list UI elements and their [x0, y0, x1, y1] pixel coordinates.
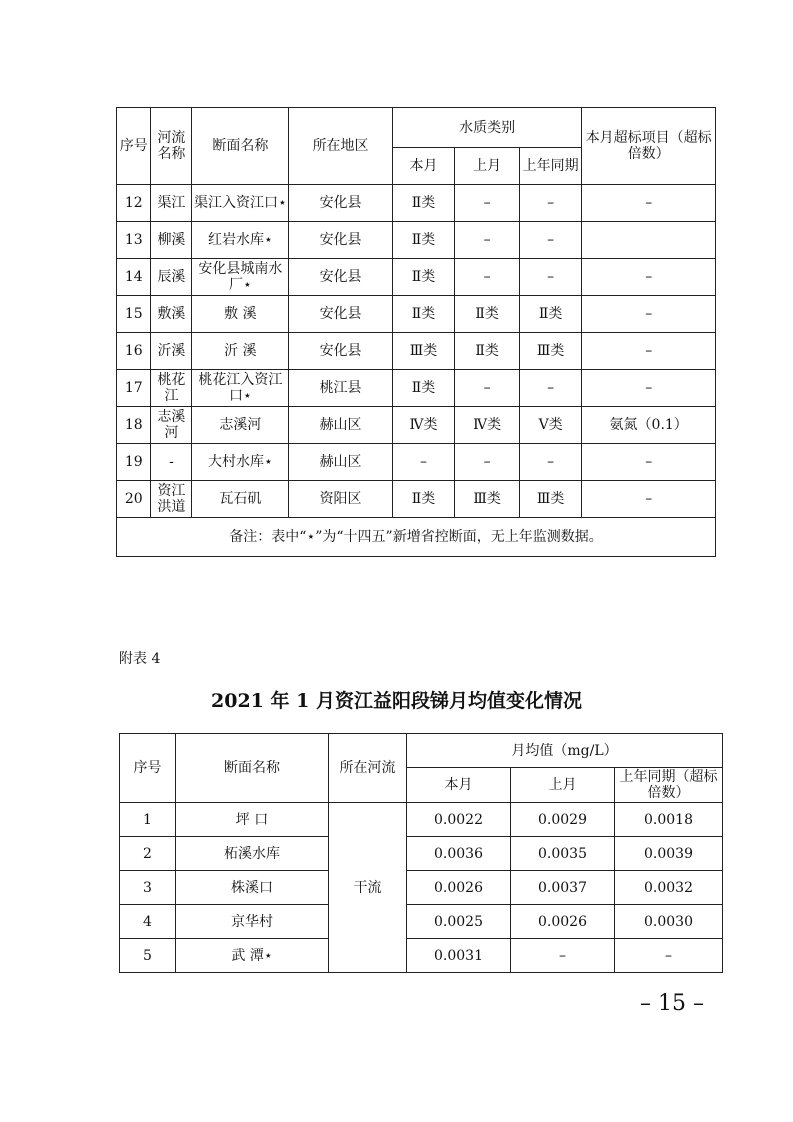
antimony-table-body [120, 734, 723, 973]
header-exceed: 本月超标项目（超标倍数） [582, 108, 716, 185]
header-seq: 序号 [120, 734, 176, 803]
cell-river: 渠江 [151, 185, 192, 222]
cell-last-month: 0.0037 [511, 871, 615, 905]
header-river: 所在河流 [329, 734, 407, 803]
cell-section: 柘溪水库 [176, 837, 329, 871]
cell-exceed: 氨氮（0.1） [582, 407, 716, 444]
header-water-class: 水质类别 [392, 108, 582, 148]
cell-last-month: – [455, 444, 520, 481]
cell-last-year: – [519, 370, 581, 407]
header-row [120, 734, 723, 768]
cell-this-month: 0.0025 [407, 905, 511, 939]
cell-region: 赫山区 [289, 444, 392, 481]
header-last-month: 上月 [455, 148, 520, 185]
table-row [117, 222, 716, 259]
cell-exceed [582, 222, 716, 259]
table-row [117, 481, 716, 518]
cell-region: 赫山区 [289, 407, 392, 444]
cell-exceed: – [582, 370, 716, 407]
cell-section: 安化县城南水厂⋆ [192, 259, 289, 296]
cell-this-month: Ⅳ类 [392, 407, 454, 444]
cell-this-month: 0.0036 [407, 837, 511, 871]
cell-section: 瓦石矶 [192, 481, 289, 518]
cell-river: 志溪河 [151, 407, 192, 444]
table-row [120, 837, 723, 871]
cell-exceed: – [582, 296, 716, 333]
cell-last-year: – [519, 222, 581, 259]
header-monthly-avg: 月均值（mg/L） [407, 734, 723, 768]
cell-this-month: Ⅲ类 [392, 333, 454, 370]
cell-river: 沂溪 [151, 333, 192, 370]
cell-last-year: 0.0018 [615, 803, 723, 837]
table-row [117, 185, 716, 222]
header-seq: 序号 [117, 108, 151, 185]
table-row [120, 803, 723, 837]
header-last-month: 上月 [511, 768, 615, 803]
cell-last-year: Ⅱ类 [519, 296, 581, 333]
table-row [117, 407, 716, 444]
cell-this-month: 0.0031 [407, 939, 511, 973]
cell-section: 武 潭⋆ [176, 939, 329, 973]
cell-seq: 4 [120, 905, 176, 939]
cell-river: - [151, 444, 192, 481]
table-row [117, 296, 716, 333]
cell-this-month: 0.0022 [407, 803, 511, 837]
cell-last-month: 0.0026 [511, 905, 615, 939]
header-this-month: 本月 [407, 768, 511, 803]
cell-river: 辰溪 [151, 259, 192, 296]
header-row [117, 108, 716, 148]
cell-last-month: Ⅱ类 [455, 296, 520, 333]
cell-last-year: 0.0039 [615, 837, 723, 871]
cell-seq: 18 [117, 407, 151, 444]
cell-section: 大村水库⋆ [192, 444, 289, 481]
cell-last-month: Ⅲ类 [455, 481, 520, 518]
cell-this-month: 0.0026 [407, 871, 511, 905]
cell-section: 京华村 [176, 905, 329, 939]
cell-last-year: – [519, 259, 581, 296]
cell-seq: 20 [117, 481, 151, 518]
cell-this-month: Ⅱ类 [392, 481, 454, 518]
cell-last-month: – [455, 370, 520, 407]
cell-last-month: – [455, 259, 520, 296]
cell-seq: 17 [117, 370, 151, 407]
cell-seq: 16 [117, 333, 151, 370]
cell-last-year: – [615, 939, 723, 973]
cell-this-month: Ⅱ类 [392, 370, 454, 407]
cell-section: 渠江入资江口⋆ [192, 185, 289, 222]
cell-last-year: – [519, 444, 581, 481]
cell-river: 敷溪 [151, 296, 192, 333]
cell-this-month: – [392, 444, 454, 481]
cell-seq: 1 [120, 803, 176, 837]
annex-label: 附表 4 [119, 651, 161, 667]
note-row [117, 518, 716, 557]
cell-section: 株溪口 [176, 871, 329, 905]
cell-last-year: 0.0032 [615, 871, 723, 905]
cell-seq: 19 [117, 444, 151, 481]
cell-this-month: Ⅱ类 [392, 296, 454, 333]
header-this-month: 本月 [392, 148, 454, 185]
cell-section: 红岩水库⋆ [192, 222, 289, 259]
cell-last-month: – [511, 939, 615, 973]
table-row [120, 905, 723, 939]
cell-last-month: – [455, 185, 520, 222]
header-section: 断面名称 [176, 734, 329, 803]
cell-seq: 2 [120, 837, 176, 871]
cell-section: 志溪河 [192, 407, 289, 444]
header-last-year: 上年同期 [519, 148, 581, 185]
cell-seq: 13 [117, 222, 151, 259]
table-row [117, 259, 716, 296]
cell-last-month: 0.0035 [511, 837, 615, 871]
table2-title: 2021 年 1 月资江益阳段锑月均值变化情况 [211, 690, 582, 712]
cell-exceed: – [582, 185, 716, 222]
cell-last-month: Ⅱ类 [455, 333, 520, 370]
table-row [120, 939, 723, 973]
cell-last-year: 0.0030 [615, 905, 723, 939]
cell-region: 安化县 [289, 222, 392, 259]
cell-last-year: Ⅲ类 [519, 481, 581, 518]
cell-this-month: Ⅱ类 [392, 222, 454, 259]
cell-last-month: – [455, 222, 520, 259]
cell-last-year: – [519, 185, 581, 222]
cell-exceed: – [582, 481, 716, 518]
cell-exceed: – [582, 259, 716, 296]
cell-river: 资江洪道 [151, 481, 192, 518]
water-quality-table-body [117, 108, 716, 557]
cell-region: 资阳区 [289, 481, 392, 518]
cell-seq: 14 [117, 259, 151, 296]
cell-section: 桃花江入资江口⋆ [192, 370, 289, 407]
header-region: 所在地区 [289, 108, 392, 185]
antimony-table [119, 733, 723, 973]
header-river: 河流名称 [151, 108, 192, 185]
cell-exceed: – [582, 333, 716, 370]
cell-seq: 15 [117, 296, 151, 333]
table-row [117, 333, 716, 370]
water-quality-table [116, 107, 716, 557]
cell-this-month: Ⅱ类 [392, 259, 454, 296]
table-row [117, 370, 716, 407]
cell-section: 坪 口 [176, 803, 329, 837]
cell-exceed: – [582, 444, 716, 481]
cell-seq: 3 [120, 871, 176, 905]
cell-seq: 12 [117, 185, 151, 222]
cell-region: 安化县 [289, 333, 392, 370]
header-section: 断面名称 [192, 108, 289, 185]
cell-river: 干流 [329, 803, 407, 973]
cell-region: 安化县 [289, 259, 392, 296]
cell-region: 桃江县 [289, 370, 392, 407]
cell-region: 安化县 [289, 185, 392, 222]
header-last-year: 上年同期（超标倍数） [615, 768, 723, 803]
table-row [120, 871, 723, 905]
table-note: 备注：表中“⋆”为“十四五”新增省控断面，无上年监测数据。 [117, 518, 716, 557]
cell-this-month: Ⅱ类 [392, 185, 454, 222]
cell-last-month: 0.0029 [511, 803, 615, 837]
cell-river: 桃花江 [151, 370, 192, 407]
page-number: – 15 – [640, 991, 704, 1016]
cell-last-year: Ⅴ类 [519, 407, 581, 444]
cell-seq: 5 [120, 939, 176, 973]
cell-river: 柳溪 [151, 222, 192, 259]
cell-section: 沂 溪 [192, 333, 289, 370]
cell-last-year: Ⅲ类 [519, 333, 581, 370]
cell-region: 安化县 [289, 296, 392, 333]
cell-last-month: Ⅳ类 [455, 407, 520, 444]
table-row [117, 444, 716, 481]
cell-section: 敷 溪 [192, 296, 289, 333]
